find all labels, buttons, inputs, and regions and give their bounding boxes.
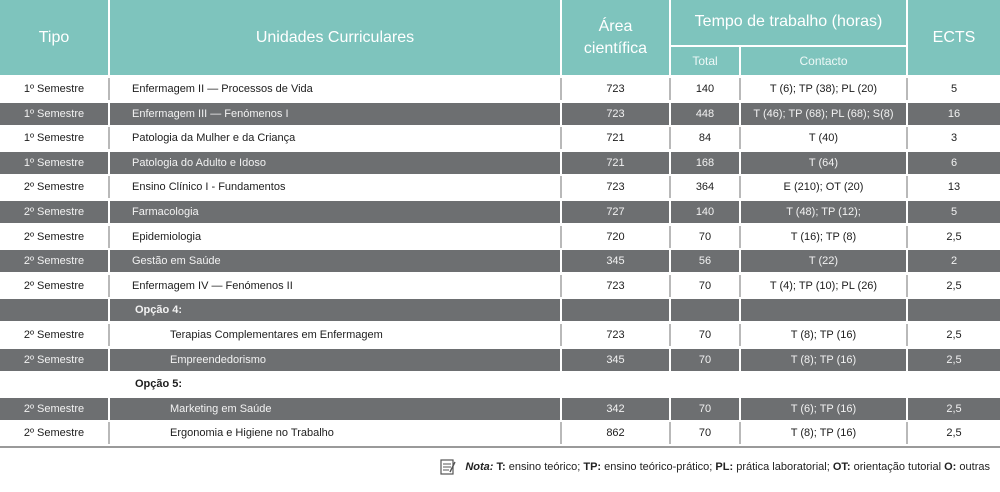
cell-uc: Empreendedorismo: [170, 353, 266, 366]
cell-tipo: [0, 299, 108, 321]
cell-area: [562, 373, 669, 395]
cell-ects: 5: [950, 83, 958, 95]
table-row: [0, 275, 1000, 297]
legend-ot-val: orientação tutorial: [850, 461, 945, 473]
cell-tipo: 2º Semestre: [23, 427, 85, 440]
header-unidades-curriculares: Unidades Curriculares: [255, 28, 415, 46]
legend-nota-label: Nota:: [465, 461, 494, 473]
cell-area: 723: [606, 181, 625, 194]
cell-contacto: [741, 373, 906, 395]
cell-tipo: 1º Semestre: [23, 132, 85, 145]
notepad-icon: [439, 458, 457, 476]
cell-uc: Opção 4:: [135, 304, 183, 317]
legend-tp-key: TP:: [583, 461, 602, 473]
cell-tipo: 2º Semestre: [23, 181, 85, 194]
header-total: Total: [692, 54, 718, 68]
cell-total: 56: [698, 255, 712, 268]
cell-ects: 2,5: [946, 328, 962, 341]
cell-tipo: [0, 373, 108, 395]
cell-ects: 16: [947, 107, 961, 120]
cell-contacto: T (48); TP (12);: [786, 205, 861, 218]
cell-uc: Farmacologia: [132, 205, 199, 218]
cell-uc: Patologia do Adulto e Idoso: [132, 156, 266, 169]
cell-tipo: 2º Semestre: [23, 353, 85, 366]
cell-uc: Enfermagem II — Processos de Vida: [132, 83, 313, 95]
header-area-line2: científica: [583, 39, 648, 57]
cell-tipo: 1º Semestre: [23, 107, 85, 120]
table-row: [0, 201, 1000, 223]
cell-total: 140: [695, 205, 715, 218]
cell-area: 342: [606, 402, 625, 415]
cell-uc: Ensino Clínico I - Fundamentos: [132, 181, 286, 194]
cell-uc: Marketing em Saúde: [170, 402, 272, 415]
legend-pl-key: PL:: [715, 461, 734, 473]
cell-total: 70: [698, 427, 712, 440]
cell-area: 720: [606, 230, 625, 243]
cell-contacto: T (8); TP (16): [790, 353, 857, 366]
cell-uc: Patologia da Mulher e da Criança: [132, 132, 296, 145]
cell-uc: Enfermagem III — Fenómenos I: [132, 107, 289, 120]
cell-ects: 2,5: [946, 427, 962, 440]
legend-note: [439, 458, 990, 476]
cell-area: 723: [606, 279, 625, 292]
cell-total: 70: [698, 230, 712, 243]
cell-area: 723: [606, 83, 625, 95]
cell-uc: Terapias Complementares em Enfermagem: [170, 328, 383, 341]
table-row: [0, 152, 1000, 174]
cell-contacto: T (64): [808, 156, 839, 169]
table-row: [0, 103, 1000, 125]
cell-uc: Ergonomia e Higiene no Trabalho: [170, 427, 334, 440]
cell-ects: [908, 373, 1000, 395]
header-tipo: Tipo: [38, 28, 70, 46]
cell-contacto: T (46); TP (68); PL (68); S(8): [753, 107, 894, 120]
cell-area: 721: [606, 132, 625, 145]
header-divider: [669, 0, 671, 75]
cell-ects: 2,5: [946, 402, 962, 415]
cell-tipo: 2º Semestre: [23, 402, 85, 415]
cell-area: 345: [606, 255, 625, 268]
cell-total: 70: [698, 279, 712, 292]
cell-contacto: T (6); TP (16): [790, 402, 857, 415]
cell-tipo: 2º Semestre: [23, 328, 85, 341]
cell-total: [671, 299, 739, 321]
cell-tipo: 2º Semestre: [23, 255, 85, 268]
cell-total: 448: [695, 107, 715, 120]
legend-text: [465, 461, 990, 473]
cell-total: 140: [695, 83, 715, 95]
cell-area: 727: [606, 205, 625, 218]
cell-contacto: [741, 299, 906, 321]
table-row: [0, 250, 1000, 272]
cell-ects: 3: [950, 132, 958, 145]
cell-total: 168: [695, 156, 715, 169]
header-divider: [906, 0, 908, 75]
option-group-row: [0, 373, 1000, 395]
cell-ects: 2: [950, 255, 958, 268]
cell-uc: Gestão em Saúde: [132, 255, 221, 268]
cell-ects: 5: [950, 205, 958, 218]
cell-ects: 6: [950, 156, 958, 169]
cell-total: 70: [698, 353, 712, 366]
cell-contacto: T (8); TP (16): [790, 427, 857, 440]
header-ects: ECTS: [932, 28, 976, 46]
cell-tipo: 2º Semestre: [23, 205, 85, 218]
table-body: [0, 78, 1000, 447]
legend-ot-key: OT:: [832, 461, 851, 473]
cell-contacto: T (40): [808, 132, 839, 145]
legend-o-key: O:: [944, 461, 957, 473]
table-row: [0, 398, 1000, 420]
cell-contacto: T (16); TP (8): [790, 230, 857, 243]
cell-total: 70: [698, 402, 712, 415]
option-group-row: [0, 299, 1000, 321]
legend-t-key: T:: [496, 461, 506, 473]
cell-ects: 2,5: [946, 230, 962, 243]
cell-uc: Epidemiologia: [132, 230, 202, 243]
header-tempo-trabalho: Tempo de trabalho (horas): [694, 13, 883, 30]
cell-tipo: 1º Semestre: [23, 156, 85, 169]
cell-contacto: E (210); OT (20): [783, 181, 864, 194]
table-row: [0, 422, 1000, 444]
cell-contacto: T (4); TP (10); PL (26): [769, 279, 878, 292]
cell-tipo: 2º Semestre: [23, 230, 85, 243]
table-row: [0, 127, 1000, 149]
cell-total: 364: [695, 181, 715, 194]
cell-area: [562, 299, 669, 321]
table-row: [0, 349, 1000, 371]
header-area-line1: Área: [598, 17, 633, 35]
legend-o-val: outras: [956, 461, 990, 473]
cell-uc: Opção 5:: [135, 378, 183, 391]
cell-ects: 2,5: [946, 279, 962, 292]
cell-contacto: T (6); TP (38); PL (20): [769, 83, 878, 95]
header-divider: [108, 0, 110, 75]
header-divider: [739, 45, 741, 75]
header-divider: [560, 0, 562, 75]
cell-uc: Enfermagem IV — Fenómenos II: [132, 279, 293, 292]
cell-contacto: T (8); TP (16): [790, 328, 857, 341]
cell-ects: 2,5: [946, 353, 962, 366]
cell-total: 84: [698, 132, 712, 145]
header-area-cientifica: [562, 0, 669, 75]
header-contacto: Contacto: [799, 54, 848, 68]
table-header: [0, 0, 1000, 75]
legend-t-val: ensino teórico;: [505, 461, 584, 473]
table-row: [0, 324, 1000, 346]
cell-total: 70: [698, 328, 712, 341]
cell-ects: 13: [947, 181, 961, 194]
table-row: [0, 78, 1000, 100]
cell-area: 345: [606, 353, 625, 366]
table-row: [0, 176, 1000, 198]
cell-ects: [908, 299, 1000, 321]
cell-contacto: T (22): [808, 255, 839, 268]
legend-pl-val: prática laboratorial;: [733, 461, 833, 473]
cell-area: 723: [606, 328, 625, 341]
cell-area: 721: [606, 156, 625, 169]
cell-total: [671, 373, 739, 395]
table-row: [0, 226, 1000, 248]
cell-tipo: 2º Semestre: [23, 279, 85, 292]
cell-area: 723: [606, 107, 625, 120]
cell-area: 862: [606, 427, 625, 440]
cell-tipo: 1º Semestre: [23, 83, 85, 95]
legend-tp-val: ensino teórico-prático;: [601, 461, 716, 473]
table-bottom-rule: [0, 446, 1000, 448]
